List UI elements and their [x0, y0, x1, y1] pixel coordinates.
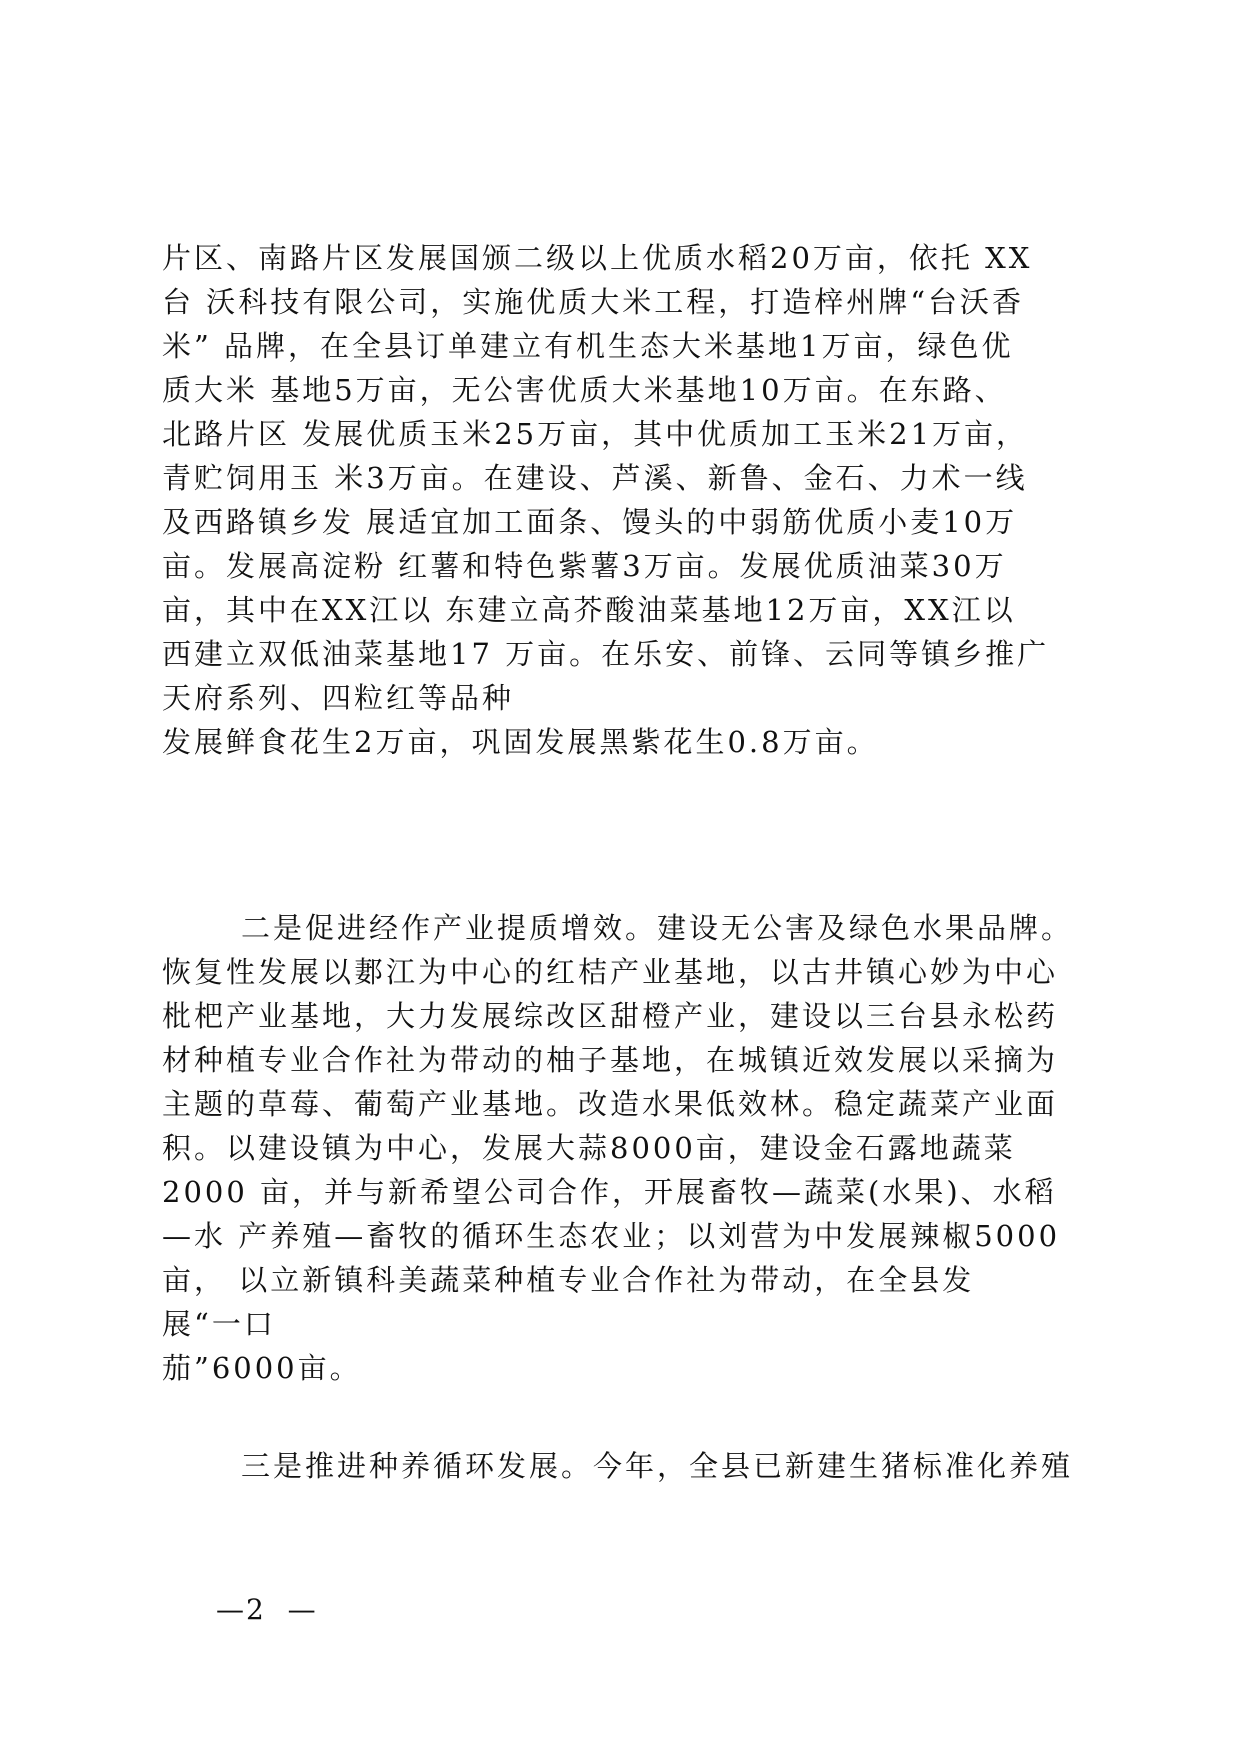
text-line: 2000 亩，并与新希望公司合作，开展畜牧—蔬菜(水果)、水稻 — [162, 1175, 1057, 1209]
text-line: 材种植专业合作社为带动的柚子基地，在城镇近效发展以采摘为 — [162, 1043, 1059, 1077]
text-line: 展“一口 — [162, 1307, 276, 1341]
text-line: 积。以建设镇为中心，发展大蒜8000亩，建设金石露地蔬菜 — [162, 1131, 1016, 1165]
text-line: 质大米 基地5万亩，无公害优质大米基地10万亩。在东路、 — [162, 373, 1007, 407]
paragraph-cash-crops — [162, 906, 1092, 1390]
text-line: 台 沃科技有限公司，实施优质大米工程，打造梓州牌“台沃香 — [162, 285, 1025, 319]
paragraph-grain-industry — [162, 236, 1092, 764]
text-line: 茄”6000亩。 — [162, 1351, 362, 1385]
text-line: —水 产养殖—畜牧的循环生态农业；以刘营为中发展辣椒5000 — [162, 1219, 1061, 1253]
paragraph-circular-farming — [162, 1444, 1092, 1488]
text-line: 三是推进种养循环发展。今年，全县已新建生猪标准化养殖 — [241, 1449, 1074, 1483]
text-line: 片区、南路片区发展国颁二级以上优质水稻20万亩，依托 XX — [162, 241, 1033, 275]
text-line: 青贮饲用玉 米3万亩。在建设、芦溪、新鲁、金石、力术一线 — [162, 461, 1028, 495]
text-line: 枇杷产业基地，大力发展综改区甜橙产业，建设以三台县永松药 — [162, 999, 1059, 1033]
text-line: 西建立双低油菜基地17 万亩。在乐安、前锋、云同等镇乡推广 — [162, 637, 1050, 671]
text-line: 北路片区 发展优质玉米25万亩，其中优质加工玉米21万亩， — [162, 417, 1029, 451]
text-line: 二是促进经作产业提质增效。建设无公害及绿色水果品牌。 — [241, 911, 1074, 945]
text-line: 亩， 以立新镇科美蔬菜种植专业合作社为带动，在全县发 — [162, 1263, 975, 1297]
text-line: 主题的草莓、葡萄产业基地。改造水果低效林。稳定蔬菜产业面 — [162, 1087, 1059, 1121]
text-line: 发展鲜食花生2万亩，巩固发展黑紫花生0.8万亩。 — [162, 725, 879, 759]
text-line: 天府系列、四粒红等品种 — [162, 681, 515, 715]
text-line: 恢复性发展以郪江为中心的红桔产业基地，以古井镇心妙为中心 — [162, 955, 1059, 989]
page-number: —2 — — [216, 1593, 318, 1626]
text-line: 亩，其中在XX江以 东建立高芥酸油菜基地12万亩，XX江以 — [162, 593, 1016, 627]
text-line: 亩。发展高淀粉 红薯和特色紫薯3万亩。发展优质油菜30万 — [162, 549, 1007, 583]
text-line: 及西路镇乡发 展适宜加工面条、馒头的中弱筋优质小麦10万 — [162, 505, 1018, 539]
text-line: 米” 品牌，在全县订单建立有机生态大米基地1万亩，绿色优 — [162, 329, 1014, 363]
